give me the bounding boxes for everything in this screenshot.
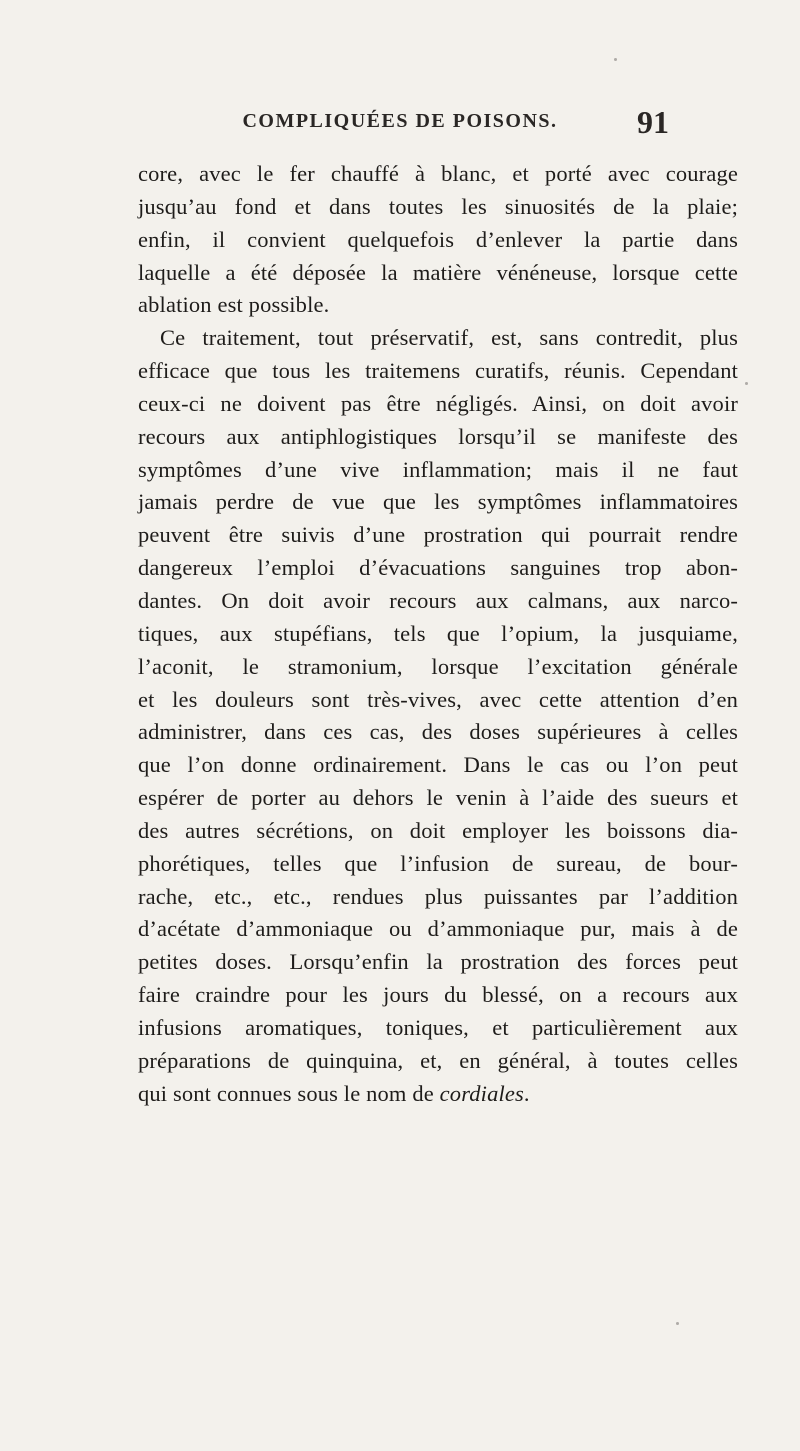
text-line: espérer de porter au dehors le venin à l’aide des sueurs et	[138, 785, 738, 811]
paper-speck	[745, 382, 748, 385]
text-line: préparations de quinquina, et, en général, à toutes celles	[138, 1047, 738, 1073]
italic-term: cordiales	[439, 1080, 524, 1106]
final-text-line	[138, 1078, 738, 1111]
text-line: l’aconit, le stramonium, lorsque l’excitation générale	[138, 653, 738, 679]
text-line: tiques, aux stupéfians, tels que l’opium, la jusquiame,	[138, 620, 738, 646]
text-line: phorétiques, telles que l’infusion de sureau, de bour-	[138, 850, 738, 876]
text-line: jusqu’au fond et dans toutes les sinuosités de la plaie;	[138, 193, 738, 219]
text-line: infusions aromatiques, toniques, et particulièrement aux	[138, 1014, 738, 1040]
text-line: des autres sécrétions, on doit employer les boissons dia-	[138, 817, 738, 843]
text-line: core, avec le fer chauffé à blanc, et porté avec courage	[138, 161, 738, 186]
paragraph-2	[138, 322, 738, 1110]
body-text	[138, 158, 738, 1110]
text-line: symptômes d’une vive inflammation; mais il ne faut	[138, 456, 738, 482]
paragraph-1	[138, 158, 738, 322]
text-line: ablation est possible.	[138, 292, 330, 318]
paper-speck	[614, 58, 617, 61]
text-line: efficace que tous les traitemens curatifs, réunis. Cependant	[138, 358, 738, 384]
text-line: recours aux antiphlogistiques lorsqu’il se manifeste des	[138, 423, 738, 449]
text-line: enfin, il convient quelquefois d’enlever la partie dans	[138, 226, 738, 252]
text-line: rache, etc., etc., rendues plus puissantes par l’addition	[138, 883, 738, 909]
text-line: peuvent être suivis d’une prostration qui pourrait rendre	[138, 522, 738, 548]
text-line: laquelle a été déposée la matière vénéneuse, lorsque cette	[138, 259, 738, 285]
text-line: que l’on donne ordinairement. Dans le cas ou l’on peut	[138, 752, 738, 778]
text-line: faire craindre pour les jours du blessé, on a recours aux	[138, 982, 738, 1008]
text-line: dantes. On doit avoir recours aux calmans, aux narco-	[138, 587, 738, 613]
paper-speck	[676, 1322, 679, 1325]
final-line-suffix: .	[523, 1080, 530, 1106]
text-line: administrer, dans ces cas, des doses supérieures à celles	[138, 719, 738, 745]
running-head: COMPLIQUÉES DE POISONS.	[242, 110, 558, 132]
text-line: et les douleurs sont très-vives, avec cette attention d’en	[138, 686, 738, 712]
text-line: ceux-ci ne doivent pas être négligés. Ainsi, on doit avoir	[138, 390, 738, 416]
page-number: 91	[637, 104, 669, 140]
text-line: dangereux l’emploi d’évacuations sanguines trop abon-	[138, 555, 738, 581]
final-line-prefix: qui sont connues sous le nom de	[138, 1080, 440, 1106]
text-line: d’acétate d’ammoniaque ou d’ammoniaque pur, mais à de	[138, 916, 738, 942]
text-line: petites doses. Lorsqu’enfin la prostration des forces peut	[138, 949, 738, 975]
text-line: jamais perdre de vue que les symptômes inflammatoires	[138, 489, 738, 515]
text-line: Ce traitement, tout préservatif, est, sans contredit, plus	[160, 325, 738, 351]
